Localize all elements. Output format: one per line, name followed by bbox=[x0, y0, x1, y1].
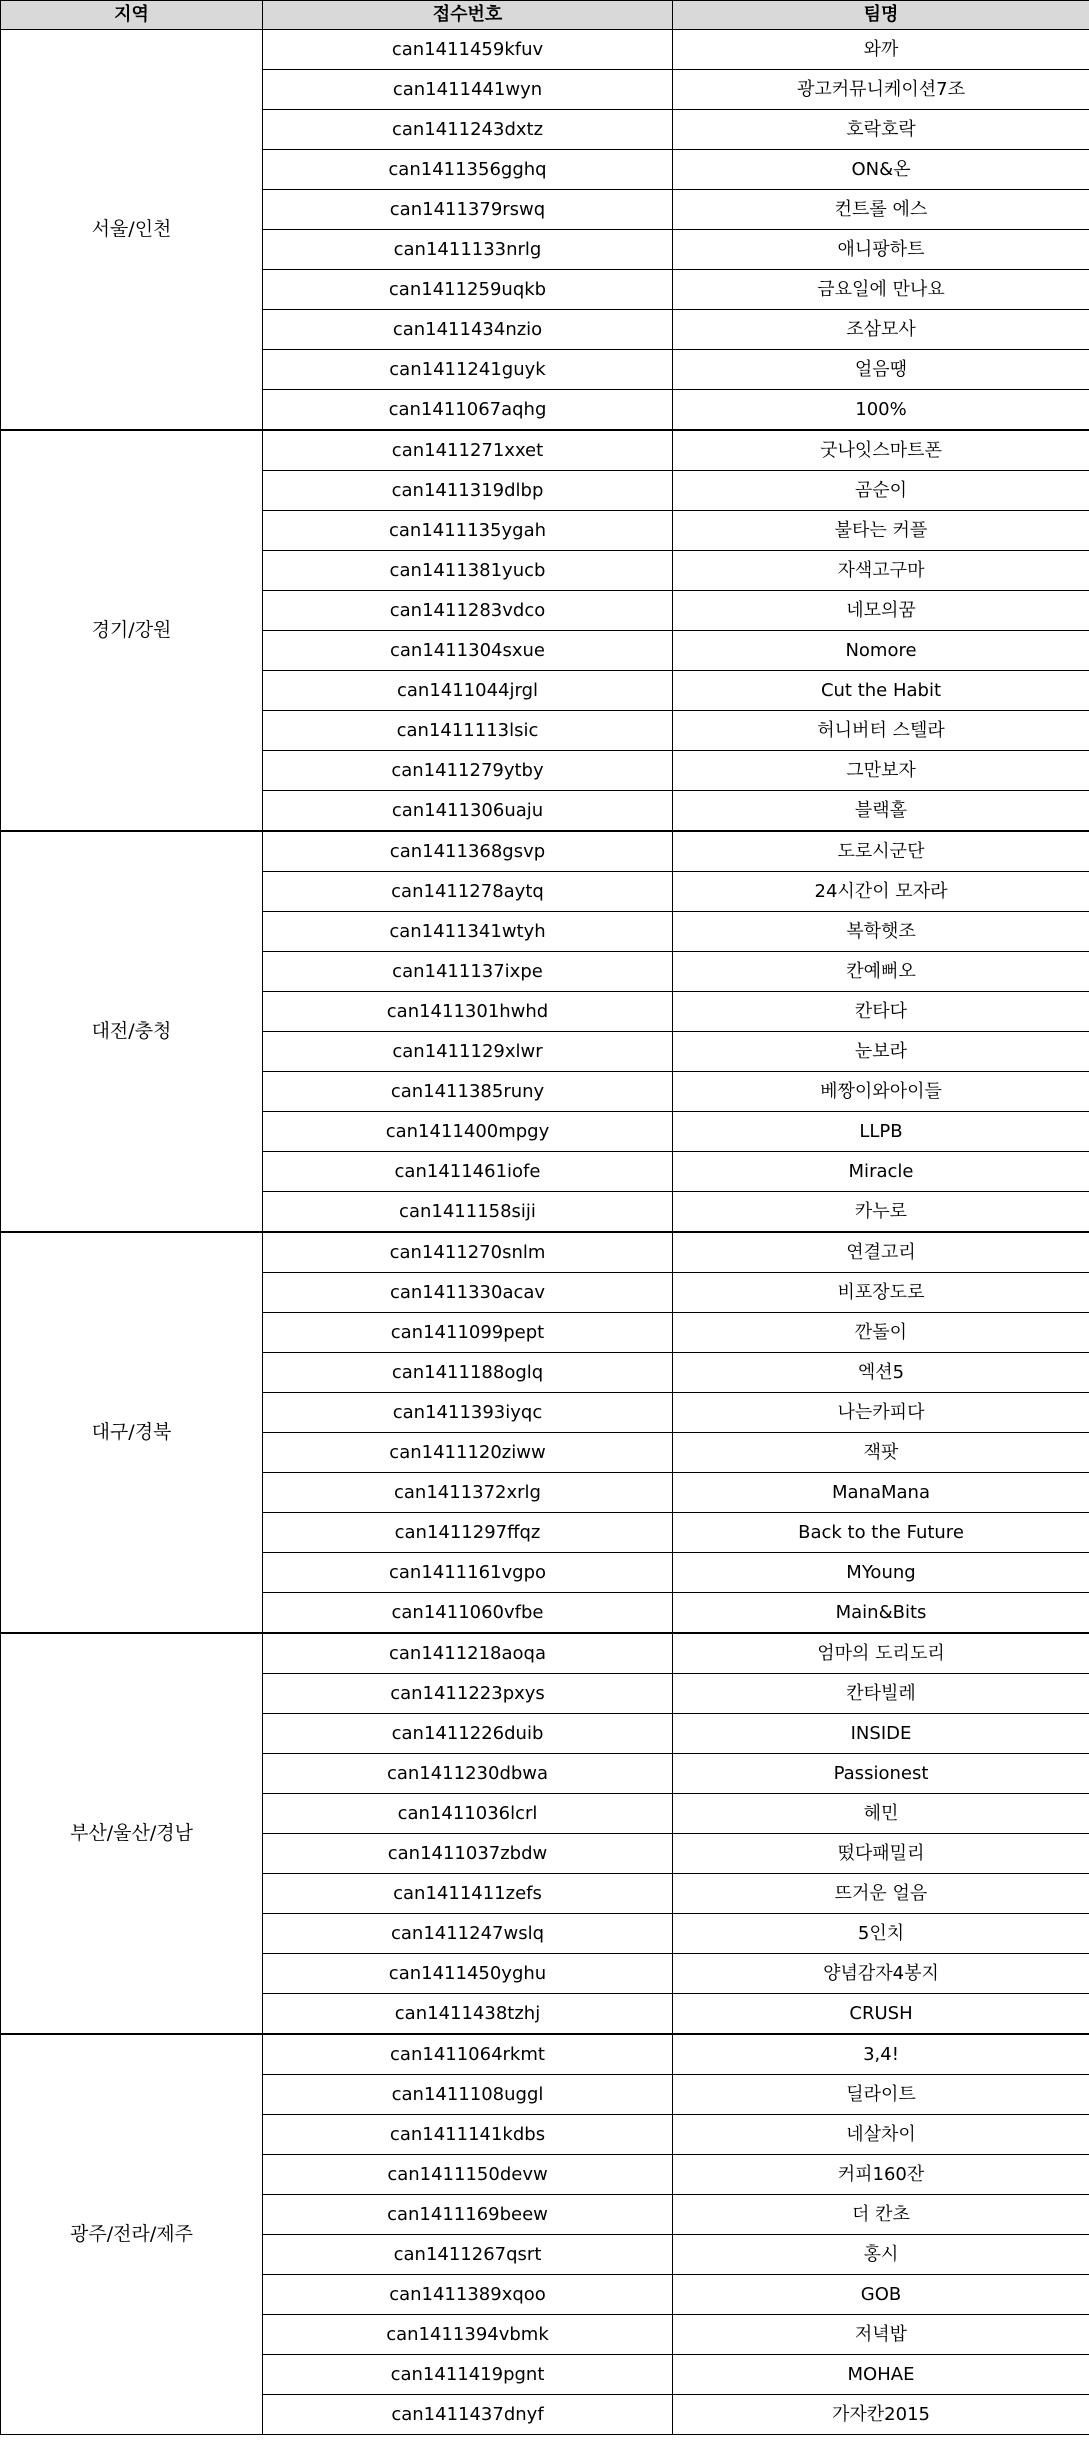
team-name-cell: 저녁밥 bbox=[673, 2315, 1089, 2355]
team-name-cell: 자색고구마 bbox=[673, 551, 1089, 591]
receipt-number-cell: can1411330acav bbox=[263, 1273, 673, 1313]
team-name-cell: 비포장도로 bbox=[673, 1273, 1089, 1313]
team-name-cell: ON&온 bbox=[673, 150, 1089, 190]
table-header bbox=[1, 1, 1089, 30]
receipt-number-cell: can1411411zefs bbox=[263, 1874, 673, 1914]
team-name-cell: 애니팡하트 bbox=[673, 230, 1089, 270]
receipt-number-cell: can1411279ytby bbox=[263, 751, 673, 791]
team-name-cell: 카누로 bbox=[673, 1192, 1089, 1233]
team-name-cell: MYoung bbox=[673, 1553, 1089, 1593]
team-name-cell: Back to the Future bbox=[673, 1513, 1089, 1553]
region-cell: 대전/충청 bbox=[1, 831, 263, 1232]
receipt-number-cell: can1411304sxue bbox=[263, 631, 673, 671]
receipt-number-cell: can1411271xxet bbox=[263, 430, 673, 471]
receipt-number-cell: can1411150devw bbox=[263, 2155, 673, 2195]
receipt-number-cell: can1411267qsrt bbox=[263, 2235, 673, 2275]
receipt-number-cell: can1411158siji bbox=[263, 1192, 673, 1233]
receipt-number-cell: can1411450yghu bbox=[263, 1954, 673, 1994]
team-name-cell: 가자칸2015 bbox=[673, 2395, 1089, 2435]
table-row bbox=[1, 831, 1089, 872]
team-name-cell: 엑션5 bbox=[673, 1353, 1089, 1393]
team-name-cell: 복학햇조 bbox=[673, 912, 1089, 952]
team-name-column-header: 팀명 bbox=[673, 1, 1089, 30]
receipt-number-cell: can1411133nrlg bbox=[263, 230, 673, 270]
receipt-number-cell: can1411036lcrl bbox=[263, 1794, 673, 1834]
team-name-cell: 굿나잇스마트폰 bbox=[673, 430, 1089, 471]
team-name-cell: 떴다패밀리 bbox=[673, 1834, 1089, 1874]
team-name-cell: Nomore bbox=[673, 631, 1089, 671]
team-name-cell: 네모의꿈 bbox=[673, 591, 1089, 631]
receipt-number-cell: can1411243dxtz bbox=[263, 110, 673, 150]
receipt-number-column-header: 접수번호 bbox=[263, 1, 673, 30]
table-body bbox=[1, 30, 1089, 2435]
team-name-cell: 5인치 bbox=[673, 1914, 1089, 1954]
region-column-header: 지역 bbox=[1, 1, 263, 30]
team-name-cell: 잭팟 bbox=[673, 1433, 1089, 1473]
receipt-number-cell: can1411064rkmt bbox=[263, 2034, 673, 2075]
team-name-cell: 그만보자 bbox=[673, 751, 1089, 791]
team-name-cell: INSIDE bbox=[673, 1714, 1089, 1754]
team-name-cell: Cut the Habit bbox=[673, 671, 1089, 711]
team-name-cell: 컨트롤 에스 bbox=[673, 190, 1089, 230]
receipt-number-cell: can1411230dbwa bbox=[263, 1754, 673, 1794]
receipt-number-cell: can1411459kfuv bbox=[263, 30, 673, 70]
receipt-number-cell: can1411188oglq bbox=[263, 1353, 673, 1393]
team-name-cell: 커피160잔 bbox=[673, 2155, 1089, 2195]
team-name-cell: 헤민 bbox=[673, 1794, 1089, 1834]
receipt-number-cell: can1411368gsvp bbox=[263, 831, 673, 872]
receipt-number-cell: can1411226duib bbox=[263, 1714, 673, 1754]
receipt-number-cell: can1411270snlm bbox=[263, 1232, 673, 1273]
team-name-cell: Miracle bbox=[673, 1152, 1089, 1192]
team-name-cell: 엄마의 도리도리 bbox=[673, 1633, 1089, 1674]
receipt-number-cell: can1411135ygah bbox=[263, 511, 673, 551]
team-name-cell: Passionest bbox=[673, 1754, 1089, 1794]
receipt-number-cell: can1411306uaju bbox=[263, 791, 673, 832]
receipt-number-cell: can1411400mpgy bbox=[263, 1112, 673, 1152]
team-name-cell: 칸예뻐오 bbox=[673, 952, 1089, 992]
team-name-cell: 뜨거운 얼음 bbox=[673, 1874, 1089, 1914]
receipt-number-cell: can1411393iyqc bbox=[263, 1393, 673, 1433]
team-name-cell: 금요일에 만나요 bbox=[673, 270, 1089, 310]
receipt-number-cell: can1411060vfbe bbox=[263, 1593, 673, 1634]
team-name-cell: 얼음땡 bbox=[673, 350, 1089, 390]
receipt-number-cell: can1411301hwhd bbox=[263, 992, 673, 1032]
receipt-number-cell: can1411381yucb bbox=[263, 551, 673, 591]
receipt-number-cell: can1411108uggl bbox=[263, 2075, 673, 2115]
receipt-number-cell: can1411120ziww bbox=[263, 1433, 673, 1473]
team-name-cell: 블랙홀 bbox=[673, 791, 1089, 832]
team-name-cell: 나는카피다 bbox=[673, 1393, 1089, 1433]
team-name-cell: 24시간이 모자라 bbox=[673, 872, 1089, 912]
team-name-cell: 더 칸초 bbox=[673, 2195, 1089, 2235]
receipt-number-cell: can1411389xqoo bbox=[263, 2275, 673, 2315]
team-name-cell: 연결고리 bbox=[673, 1232, 1089, 1273]
receipt-number-cell: can1411037zbdw bbox=[263, 1834, 673, 1874]
team-name-cell: 곰순이 bbox=[673, 471, 1089, 511]
receipt-number-cell: can1411129xlwr bbox=[263, 1032, 673, 1072]
team-name-cell: CRUSH bbox=[673, 1994, 1089, 2035]
receipt-number-cell: can1411247wslq bbox=[263, 1914, 673, 1954]
team-name-cell: ManaMana bbox=[673, 1473, 1089, 1513]
region-cell: 서울/인천 bbox=[1, 30, 263, 431]
region-cell: 광주/전라/제주 bbox=[1, 2034, 263, 2435]
team-name-cell: 홍시 bbox=[673, 2235, 1089, 2275]
receipt-number-cell: can1411044jrgl bbox=[263, 671, 673, 711]
receipt-number-cell: can1411099pept bbox=[263, 1313, 673, 1353]
receipt-number-cell: can1411161vgpo bbox=[263, 1553, 673, 1593]
receipt-number-cell: can1411259uqkb bbox=[263, 270, 673, 310]
team-name-cell: 칸타빌레 bbox=[673, 1674, 1089, 1714]
team-name-cell: 베짱이와아이들 bbox=[673, 1072, 1089, 1112]
receipt-number-cell: can1411223pxys bbox=[263, 1674, 673, 1714]
receipt-number-cell: can1411461iofe bbox=[263, 1152, 673, 1192]
table-row bbox=[1, 1232, 1089, 1273]
receipt-number-cell: can1411394vbmk bbox=[263, 2315, 673, 2355]
team-name-cell: 도로시군단 bbox=[673, 831, 1089, 872]
header-row bbox=[1, 1, 1089, 30]
table-row bbox=[1, 1633, 1089, 1674]
receipt-number-cell: can1411341wtyh bbox=[263, 912, 673, 952]
receipt-number-cell: can1411278aytq bbox=[263, 872, 673, 912]
team-name-cell: 100% bbox=[673, 390, 1089, 431]
team-name-cell: 양념감자4봉지 bbox=[673, 1954, 1089, 1994]
team-name-cell: GOB bbox=[673, 2275, 1089, 2315]
receipt-number-cell: can1411169beew bbox=[263, 2195, 673, 2235]
team-name-cell: 허니버터 스텔라 bbox=[673, 711, 1089, 751]
team-name-cell: 깐돌이 bbox=[673, 1313, 1089, 1353]
region-cell: 대구/경북 bbox=[1, 1232, 263, 1633]
receipt-number-cell: can1411067aqhg bbox=[263, 390, 673, 431]
receipt-number-cell: can1411385runy bbox=[263, 1072, 673, 1112]
region-cell: 부산/울산/경남 bbox=[1, 1633, 263, 2034]
team-name-cell: 불타는 커플 bbox=[673, 511, 1089, 551]
table-row bbox=[1, 2034, 1089, 2075]
receipt-number-cell: can1411356gghq bbox=[263, 150, 673, 190]
receipt-number-cell: can1411218aoqa bbox=[263, 1633, 673, 1674]
receipt-number-cell: can1411319dlbp bbox=[263, 471, 673, 511]
receipt-number-cell: can1411137ixpe bbox=[263, 952, 673, 992]
team-name-cell: 칸타다 bbox=[673, 992, 1089, 1032]
table-row bbox=[1, 430, 1089, 471]
table-row bbox=[1, 30, 1089, 70]
team-name-cell: MOHAE bbox=[673, 2355, 1089, 2395]
team-name-cell: 호락호락 bbox=[673, 110, 1089, 150]
receipt-number-cell: can1411141kdbs bbox=[263, 2115, 673, 2155]
receipt-number-cell: can1411441wyn bbox=[263, 70, 673, 110]
team-name-cell: 3,4! bbox=[673, 2034, 1089, 2075]
receipt-number-cell: can1411113lsic bbox=[263, 711, 673, 751]
receipt-number-cell: can1411438tzhj bbox=[263, 1994, 673, 2035]
team-name-cell: 네살차이 bbox=[673, 2115, 1089, 2155]
team-name-cell: 광고커뮤니케이션7조 bbox=[673, 70, 1089, 110]
receipt-number-cell: can1411241guyk bbox=[263, 350, 673, 390]
receipt-number-cell: can1411419pgnt bbox=[263, 2355, 673, 2395]
team-name-cell: LLPB bbox=[673, 1112, 1089, 1152]
team-name-cell: 눈보라 bbox=[673, 1032, 1089, 1072]
receipt-number-cell: can1411437dnyf bbox=[263, 2395, 673, 2435]
receipt-number-cell: can1411372xrlg bbox=[263, 1473, 673, 1513]
team-name-cell: Main&Bits bbox=[673, 1593, 1089, 1634]
receipt-number-cell: can1411379rswq bbox=[263, 190, 673, 230]
receipt-number-cell: can1411434nzio bbox=[263, 310, 673, 350]
team-name-cell: 와까 bbox=[673, 30, 1089, 70]
team-name-cell: 딜라이트 bbox=[673, 2075, 1089, 2115]
receipt-number-cell: can1411297ffqz bbox=[263, 1513, 673, 1553]
region-cell: 경기/강원 bbox=[1, 430, 263, 831]
team-name-cell: 조삼모사 bbox=[673, 310, 1089, 350]
receipt-number-cell: can1411283vdco bbox=[263, 591, 673, 631]
